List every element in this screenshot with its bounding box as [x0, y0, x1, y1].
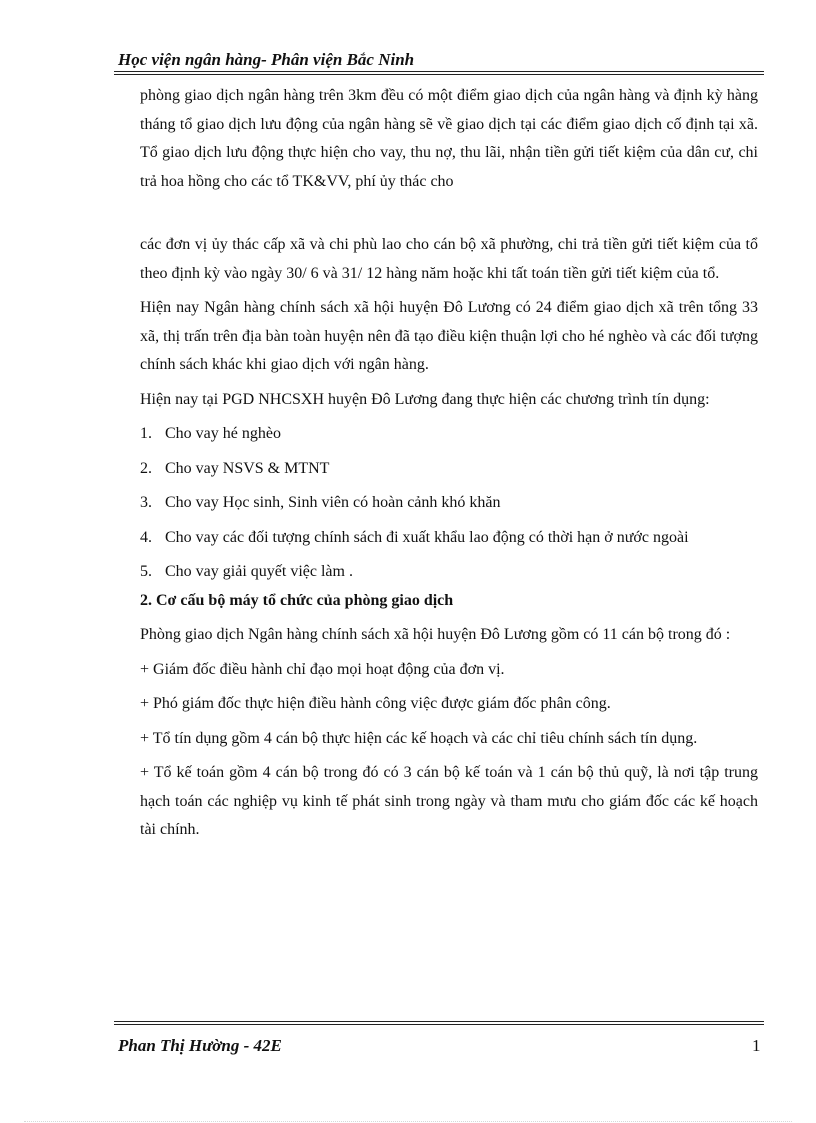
page-break-gap [140, 196, 758, 231]
paragraph-1: phòng giao dịch ngân hàng trên 3km đều có một điểm giao dịch của ngân hàng và định kỳ hàng tháng tổ giao dịch lưu động của ngân hàng sẽ về giao dịch tại các điểm giao dịch cố định tại xã. Tổ giao dịch lưu động thực hiện cho vay, thu nợ, thu lãi, nhận tiền gửi tiết kiệm của dân cư, chi trả hoa hồng cho các tổ TK&VV, phí ủy thác cho [140, 87, 758, 190]
list-text: Cho vay hé nghèo [165, 425, 281, 442]
list-item [140, 558, 758, 587]
paragraph-3: Hiện nay Ngân hàng chính sách xã hội huyện Đô Lương có 24 điểm giao dịch xã trên tổng 33 xã, thị trấn trên địa bàn toàn huyện nên đã tạo điều kiện thuận lợi cho hé nghèo và các đối tượng chính sách khác khi giao dịch với ngân hàng. [140, 299, 758, 373]
list-item [140, 524, 758, 553]
list-item [140, 420, 758, 449]
list-number: 3. [140, 494, 152, 511]
page-number: 1 [752, 1036, 761, 1055]
paragraph-5: Phòng giao dịch Ngân hàng chính sách xã hội huyện Đô Lương gồm có 11 cán bộ trong đó : [140, 626, 731, 643]
page-edge [24, 1121, 792, 1122]
document-body [140, 82, 758, 845]
credit-program-list [140, 420, 758, 587]
list-text: Cho vay các đối tượng chính sách đi xuất khẩu lao động có thời hạn ở nước ngoài [165, 528, 689, 546]
list-number: 5. [140, 563, 152, 580]
list-item [140, 455, 758, 484]
bullet-credit-team: + Tổ tín dụng gồm 4 cán bộ thực hiện các kế hoạch và các chỉ tiêu chính sách tín dụng. [140, 729, 698, 747]
list-text: Cho vay Học sinh, Sinh viên có hoàn cảnh khó khăn [165, 494, 501, 511]
list-text: Cho vay NSVS & MTNT [165, 459, 330, 477]
section-heading: 2. Cơ cấu bộ máy tổ chức của phòng giao dịch [140, 591, 454, 609]
paragraph-4: Hiện nay tại PGD NHCSXH huyện Đô Lương đang thực hiện các chương trình tín dụng: [140, 390, 710, 408]
list-number: 1. [140, 425, 152, 442]
bullet-deputy: + Phó giám đốc thực hiện điều hành công việc được giám đốc phân công. [140, 695, 611, 712]
list-item [140, 489, 758, 518]
list-number: 4. [140, 528, 152, 546]
footer-rule [114, 1021, 764, 1025]
header-rule [114, 71, 764, 75]
list-number: 2. [140, 459, 152, 477]
paragraph-2: các đơn vị ủy thác cấp xã và chi phù lao cho cán bộ xã phường, chi trả tiền gửi tiết kiệm của tổ theo định kỳ vào ngày 30/ 6 và 31/ 12 hàng năm hoặc khi tất toán tiền gửi tiết kiệm của tổ. [140, 236, 758, 282]
footer-author: Phan Thị Hường - 42E [118, 1036, 282, 1055]
bullet-director: + Giám đốc điều hành chỉ đạo mọi hoạt động của đơn vị. [140, 660, 505, 678]
page-header-title: Học viện ngân hàng- Phân viện Bắc Ninh [118, 50, 415, 69]
bullet-accounting-team: + Tổ kế toán gồm 4 cán bộ trong đó có 3 cán bộ kế toán và 1 cán bộ thủ quỹ, là nơi tập trung hạch toán các nghiệp vụ kinh tế phát sinh trong ngày và tham mưu cho giám đốc các kế hoạch tài chính. [140, 764, 758, 838]
list-text: Cho vay giải quyết việc làm . [165, 563, 353, 580]
